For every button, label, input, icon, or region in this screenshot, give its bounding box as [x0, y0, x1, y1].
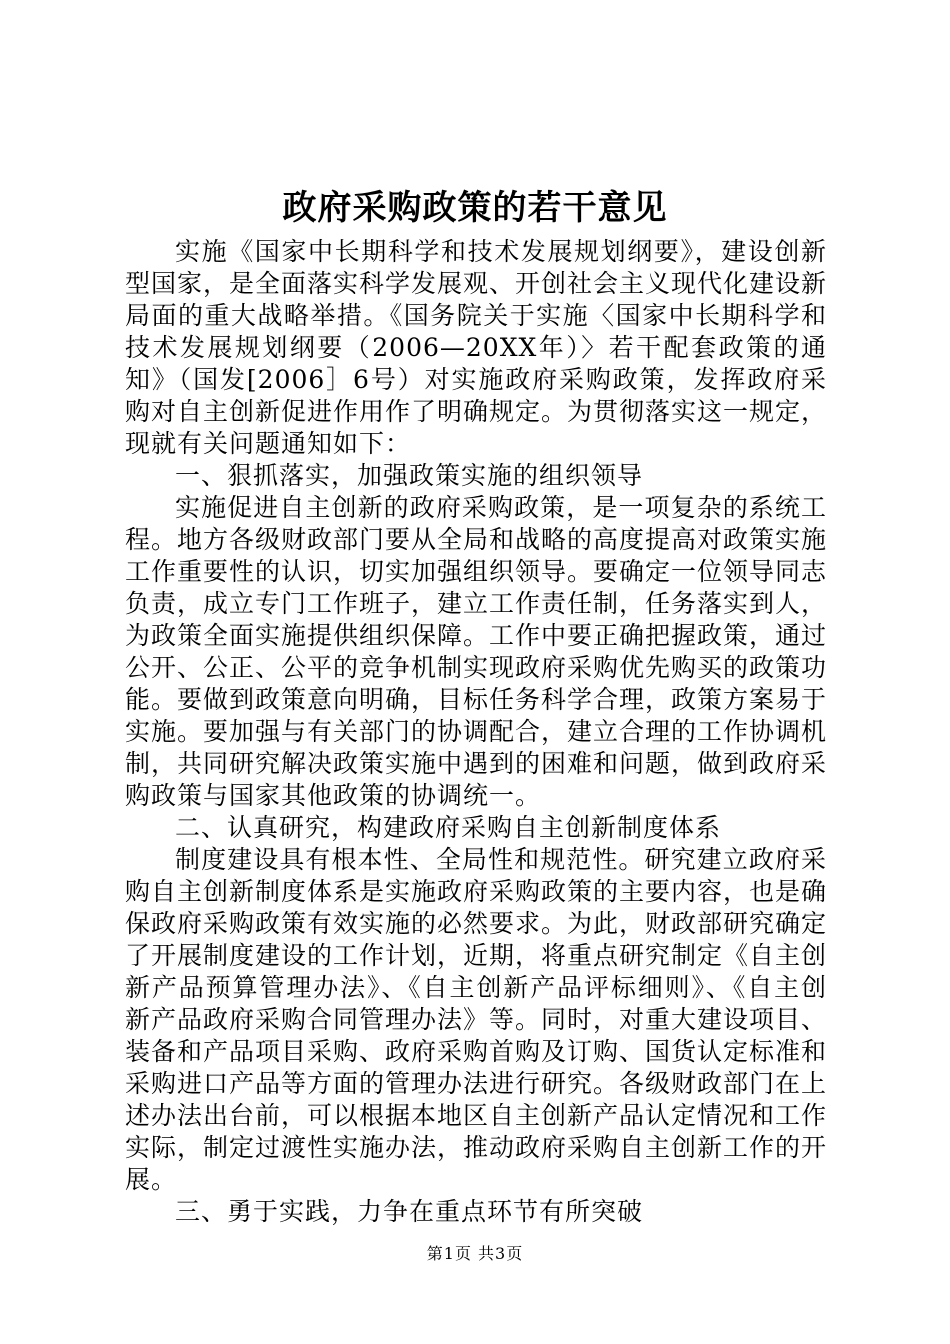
- section-heading-3: 三、勇于实践，力争在重点环节有所突破: [175, 1197, 644, 1226]
- document-title: 政府采购政策的若干意见: [282, 188, 668, 228]
- page-footer: 第1页 共3页: [426, 1244, 524, 1263]
- document-body: [125, 236, 827, 1228]
- section-1-paragraph: 实施促进自主创新的政府采购政策，是一项复杂的系统工程。地方各级财政部门要从全局和战略的高度提高对政策实施工作重要性的认识，切实加强组织领导。要确定一位领导同志负责，成立专门工作班子，建立工作责任制，任务落实到人，为政策全面实施提供组织保障。工作中要正确把握政策，通过公开、公正、公平的竞争机制实现政府采购优先购买的政策功能。要做到政策意向明确，目标任务科学合理，政策方案易于实施。要加强与有关部门的协调配合，建立合理的工作协调机制，共同研究解决政策实施中遇到的困难和问题，做到政府采购政策与国家其他政策的协调统一。: [125, 493, 828, 810]
- section-2-paragraph: 制度建设具有根本性、全局性和规范性。研究建立政府采购自主创新制度体系是实施政府采购政策的主要内容，也是确保政府采购政策有效实施的必然要求。为此，财政部研究确定了开展制度建设的工作计划，近期，将重点研究制定《自主创新产品预算管理办法》、《自主创新产品评标细则》、《自主创新产品政府采购合同管理办法》等。同时，对重大建设项目、装备和产品项目采购、政府采购首购及订购、国货认定标准和采购进口产品等方面的管理办法进行研究。各级财政部门在上述办法出台前，可以根据本地区自主创新产品认定情况和工作实际，制定过渡性实施办法，推动政府采购自主创新工作的开展。: [125, 845, 828, 1194]
- intro-paragraph: 实施《国家中长期科学和技术发展规划纲要》，建设创新型国家，是全面落实科学发展观、开创社会主义现代化建设新局面的重大战略举措。《国务院关于实施〈国家中长期科学和技术发展规划纲要（2006—20XX年）〉若干配套政策的通知》（国发[2006］6号）对实施政府采购政策，发挥政府采购对自主创新促进作用作了明确规定。为贯彻落实这一规定，现就有关问题通知如下：: [125, 237, 828, 458]
- section-heading-1: 一、狠抓落实，加强政策实施的组织领导: [175, 461, 644, 490]
- section-heading-2: 二、认真研究，构建政府采购自主创新制度体系: [175, 813, 722, 842]
